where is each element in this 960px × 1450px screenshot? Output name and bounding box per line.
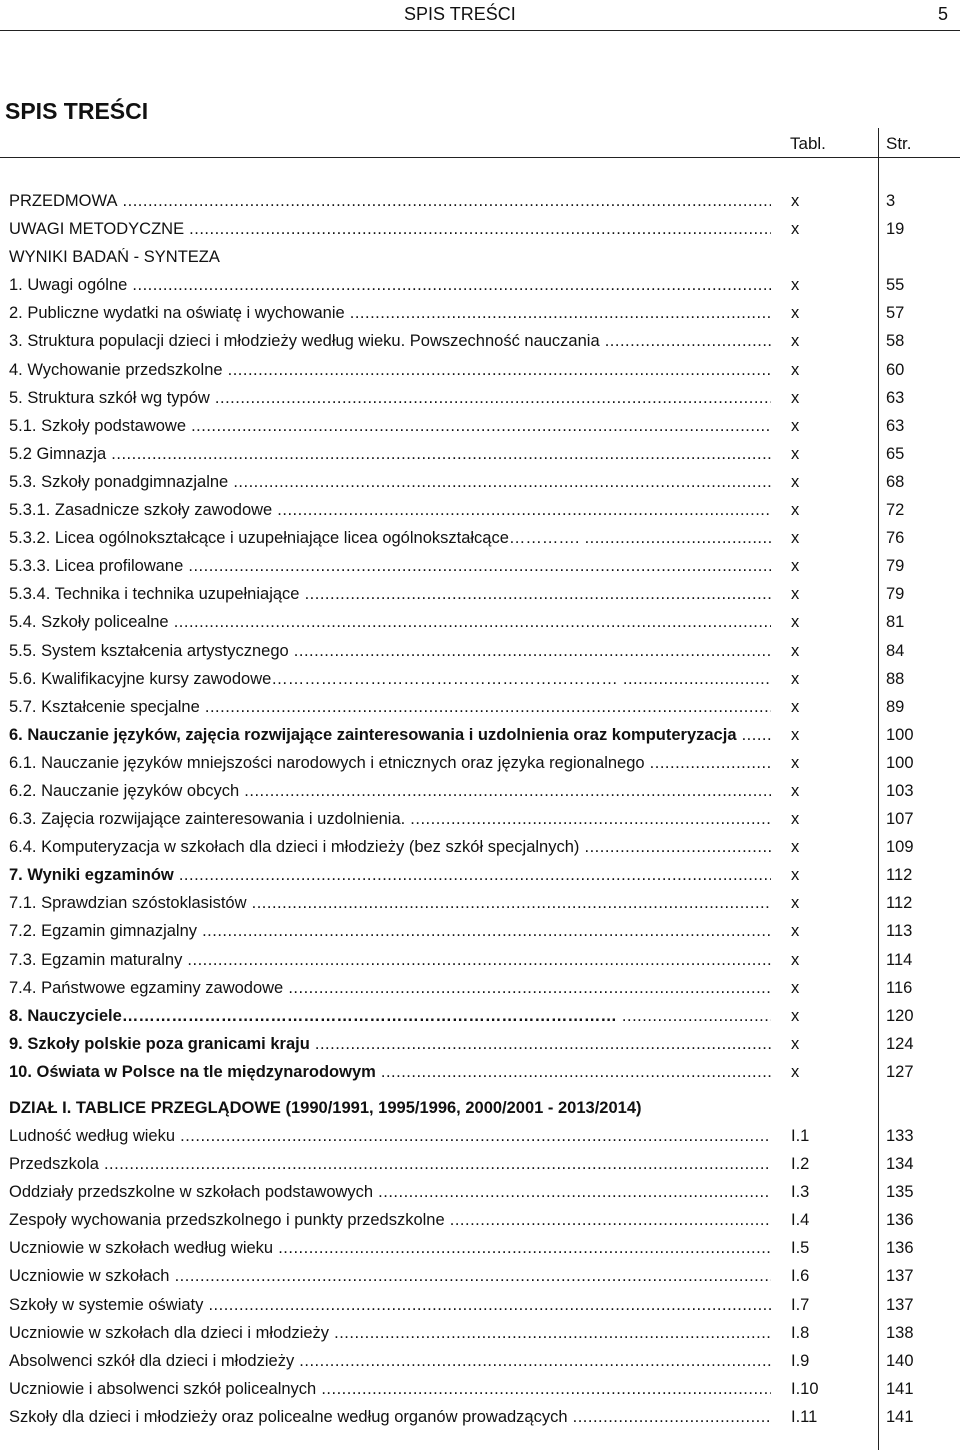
toc-entry[interactable] (0, 188, 960, 216)
toc-table-ref: x (791, 922, 800, 941)
toc-entry-label (9, 417, 771, 436)
toc-entry-label (9, 642, 771, 661)
section-heading[interactable] (0, 1087, 960, 1123)
toc-page-number: 127 (886, 1062, 914, 1081)
toc-entry[interactable] (0, 750, 960, 778)
toc-entry-label (9, 979, 771, 998)
toc-entry[interactable] (0, 553, 960, 581)
toc-table-ref: x (791, 276, 800, 295)
toc-entry-text: Uczniowie w szkołach dla dzieci i młodzieży (9, 1323, 330, 1342)
toc-table-ref: x (791, 444, 800, 463)
toc-entry[interactable] (0, 694, 960, 722)
toc-entry-label (9, 894, 771, 913)
toc-entry-label (9, 670, 771, 689)
toc-entry[interactable] (0, 638, 960, 666)
toc-entry-label (9, 1267, 771, 1286)
toc-entry[interactable] (0, 525, 960, 553)
toc-entry-label (9, 810, 771, 829)
toc-page-number: 3 (886, 192, 896, 210)
toc-entry-label (9, 1035, 771, 1054)
toc-entry-text: Przedszkola (9, 1155, 99, 1174)
toc-entry-text: 5.2 Gimnazja (9, 444, 107, 463)
toc-entry-text: 7.3. Egzamin maturalny (9, 950, 183, 969)
toc-entry-label (9, 613, 771, 632)
toc-page-number: 84 (886, 641, 905, 660)
toc-entry[interactable] (0, 1348, 960, 1376)
toc-entry-text: Absolwenci szkół dla dzieci i młodzieży (9, 1351, 295, 1370)
toc-entry[interactable] (0, 947, 960, 975)
toc-page-number: 107 (886, 810, 914, 829)
toc-table-ref: x (791, 978, 800, 997)
toc-entry-text: 7.2. Egzamin gimnazjalny (9, 922, 198, 941)
toc-table-ref: x (791, 641, 800, 660)
toc-page-number: 112 (886, 894, 913, 913)
toc-entry-label (9, 866, 771, 885)
toc-entry-label (9, 754, 771, 773)
toc-table-ref: I.4 (791, 1211, 810, 1230)
toc-entry-label (9, 557, 771, 576)
toc-entry-text: 9. Szkoły polskie poza granicami kraju (9, 1034, 310, 1053)
toc-table-ref: x (791, 1034, 800, 1053)
toc-entry-label (9, 248, 771, 267)
toc-table-ref: I.5 (791, 1239, 810, 1258)
toc-entry-label (9, 1211, 771, 1230)
toc-entry-text: Zespoły wychowania przedszkolnego i punkty przedszkolne (9, 1211, 445, 1230)
toc-entry-label (9, 1239, 771, 1258)
toc-page-number: 133 (886, 1127, 914, 1145)
toc-entry-label (9, 529, 771, 548)
toc-table-ref: x (791, 529, 800, 548)
toc-entry[interactable] (0, 778, 960, 806)
toc-page-number: 72 (886, 501, 905, 520)
toc-table-ref: x (791, 220, 800, 239)
toc-entry-label (9, 473, 771, 492)
toc-entry-label (9, 585, 771, 604)
toc-table-ref: I.7 (791, 1295, 810, 1314)
toc-table-ref: x (791, 585, 800, 604)
toc-page-number: 137 (886, 1295, 914, 1314)
toc-table-ref: x (791, 1062, 800, 1081)
page-header (0, 0, 960, 31)
toc-page-number: 89 (886, 697, 905, 716)
column-headers (0, 128, 960, 158)
toc-table-ref: I.3 (791, 1183, 810, 1202)
toc-entry-label (9, 1127, 771, 1146)
toc-entry-label (9, 1183, 771, 1202)
toc-entry-text: Ludność według wieku (9, 1127, 176, 1145)
toc-entry-text: 5.3.4. Technika i technika uzupełniające (9, 585, 300, 604)
toc-table-ref: I.9 (791, 1351, 810, 1370)
toc-entry-text: 5.3. Szkoły ponadgimnazjalne (9, 472, 229, 491)
toc-entry[interactable] (0, 609, 960, 637)
toc-entry-label (9, 1155, 771, 1174)
toc-page-number: 124 (886, 1034, 914, 1053)
running-title: SPIS TREŚCI (404, 4, 516, 24)
toc-entry[interactable] (0, 862, 960, 890)
toc-entry-text: 6.4. Komputeryzacja w szkołach dla dzieci i młodzieży (bez szkół specjalnych) (9, 838, 580, 857)
toc-page-number: 135 (886, 1183, 914, 1202)
toc-entry-label (9, 782, 771, 801)
toc-entry[interactable] (0, 722, 960, 750)
toc-entry-label (9, 1380, 771, 1399)
toc-page-number: 134 (886, 1155, 914, 1174)
toc-entry-text: 5.3.1. Zasadnicze szkoły zawodowe (9, 501, 273, 520)
toc-page-number: 112 (886, 866, 913, 885)
toc-page-number: 79 (886, 585, 905, 604)
toc-page-number: 100 (886, 725, 914, 744)
toc-entry-text: 5.4. Szkoły policealne (9, 613, 169, 632)
toc-entry[interactable] (0, 1059, 960, 1087)
toc-entry[interactable] (0, 385, 960, 413)
toc-table-ref: x (791, 388, 800, 407)
toc-page-number: 60 (886, 360, 905, 379)
toc-entry-text: 1. Uwagi ogólne (9, 276, 128, 295)
toc-entry-label (9, 726, 771, 745)
toc-entry-text: Uczniowie w szkołach według wieku (9, 1239, 274, 1258)
toc-entry-text: Szkoły w systemie oświaty (9, 1295, 204, 1314)
toc-entry[interactable] (0, 216, 960, 244)
toc-entry-label (9, 1324, 771, 1343)
toc-entry[interactable] (0, 1292, 960, 1320)
toc-page-number: 140 (886, 1351, 914, 1370)
toc-table-ref: x (791, 866, 800, 885)
toc-entry-text: Uczniowie w szkołach (9, 1267, 170, 1286)
toc-page-number: 58 (886, 332, 905, 351)
toc-table-ref: x (791, 725, 800, 744)
toc-table-ref: x (791, 950, 800, 969)
table-of-contents (0, 188, 960, 1432)
toc-page-number: 57 (886, 304, 905, 323)
toc-entry[interactable] (0, 666, 960, 694)
toc-entry[interactable] (0, 1151, 960, 1179)
toc-entry-text: 5.3.3. Licea profilowane (9, 557, 184, 576)
toc-entry-label (9, 445, 771, 464)
toc-entry-label (9, 361, 771, 380)
toc-entry[interactable] (0, 975, 960, 1003)
toc-entry-text: 6.2. Nauczanie języków obcych (9, 781, 240, 800)
toc-page-number: 79 (886, 557, 905, 576)
toc-entry[interactable] (0, 357, 960, 385)
column-header-page: Str. (886, 134, 912, 153)
toc-entry-text: Szkoły dla dzieci i młodzieży oraz policealne według organów prowadzących (9, 1407, 568, 1426)
toc-entry-text: 3. Struktura populacji dzieci i młodzieży według wieku. Powszechność nauczania (9, 332, 600, 351)
toc-entry[interactable] (0, 1263, 960, 1291)
toc-entry[interactable] (0, 1003, 960, 1031)
toc-entry[interactable] (0, 497, 960, 525)
toc-entry-text: 6. Nauczanie języków, zajęcia rozwijające zainteresowania i uzdolnienia oraz komputeryzacja (9, 725, 737, 744)
toc-page-number: 141 (886, 1407, 914, 1426)
toc-table-ref: I.6 (791, 1267, 810, 1286)
toc-entry-label (9, 1352, 771, 1371)
toc-page-number: 114 (886, 950, 913, 969)
toc-entry-text: 5.3.2. Licea ogólnokształcące i uzupełniające licea ogólnokształcące…………. (9, 529, 580, 548)
toc-entry-text: 8. Nauczyciele……………………………………………………………………………… (9, 1006, 617, 1025)
toc-table-ref: x (791, 753, 800, 772)
toc-entry[interactable] (0, 1179, 960, 1207)
toc-table-ref: I.8 (791, 1323, 810, 1342)
toc-entry-label (9, 192, 771, 211)
toc-table-ref: I.2 (791, 1155, 810, 1174)
toc-table-ref: x (791, 613, 800, 632)
toc-entry[interactable] (0, 272, 960, 300)
toc-page-number: 63 (886, 388, 905, 407)
toc-entry-label (9, 1007, 771, 1026)
toc-page-number: 103 (886, 781, 914, 800)
toc-entry[interactable] (0, 581, 960, 609)
toc-table-ref: x (791, 332, 800, 351)
toc-table-ref: x (791, 697, 800, 716)
toc-entry[interactable] (0, 300, 960, 328)
toc-entry-text: Oddziały przedszkolne w szkołach podstawowych (9, 1183, 374, 1202)
toc-entry[interactable] (0, 1376, 960, 1404)
toc-page-number: 138 (886, 1323, 914, 1342)
toc-entry-text: UWAGI METODYCZNE (9, 220, 185, 239)
toc-entry-label (9, 951, 771, 970)
column-header-table: Tabl. (790, 134, 826, 153)
toc-table-ref: x (791, 360, 800, 379)
toc-page-number: 109 (886, 838, 914, 857)
toc-table-ref: x (791, 781, 800, 800)
toc-entry-label (9, 389, 771, 408)
toc-entry-text: 10. Oświata w Polsce na tle międzynarodowym (9, 1062, 376, 1081)
toc-entry[interactable] (0, 834, 960, 862)
toc-table-ref: x (791, 1006, 800, 1025)
toc-table-ref: x (791, 838, 800, 857)
toc-entry-label (9, 276, 771, 295)
toc-entry-text: 7.4. Państwowe egzaminy zawodowe (9, 978, 284, 997)
toc-entry[interactable] (0, 441, 960, 469)
toc-entry[interactable] (0, 244, 960, 272)
toc-entry-text: 6.1. Nauczanie języków mniejszości narodowych i etnicznych oraz języka regionalnego (9, 753, 645, 772)
toc-page-number: 88 (886, 669, 905, 688)
toc-page-number: 120 (886, 1006, 914, 1025)
toc-entry[interactable] (0, 890, 960, 918)
toc-entry[interactable] (0, 1123, 960, 1151)
toc-entry-label (9, 304, 771, 323)
toc-entry[interactable] (0, 469, 960, 497)
toc-entry-text: 5.7. Kształcenie specjalne (9, 697, 200, 716)
toc-page-number: 19 (886, 220, 905, 239)
toc-entry[interactable] (0, 1404, 960, 1432)
toc-entry-label (9, 1063, 771, 1082)
toc-entry-text: 6.3. Zajęcia rozwijające zainteresowania i uzdolnienia. (9, 810, 406, 829)
toc-table-ref: x (791, 669, 800, 688)
toc-entry-label (9, 501, 771, 520)
toc-entry-text: 4. Wychowanie przedszkolne (9, 360, 223, 379)
toc-page-number: 55 (886, 276, 905, 295)
toc-entry-label (9, 922, 771, 941)
toc-entry-label (9, 838, 771, 857)
toc-table-ref: x (791, 192, 800, 210)
toc-entry-text: 5.6. Kwalifikacyjne kursy zawodowe……………………………………………………… (9, 669, 618, 688)
toc-entry-text: 7.1. Sprawdzian szóstoklasistów (9, 894, 247, 913)
toc-table-ref: x (791, 894, 800, 913)
toc-page-number: 141 (886, 1379, 914, 1398)
toc-table-ref: x (791, 557, 800, 576)
toc-entry-label (9, 698, 771, 717)
toc-table-ref: I.1 (791, 1127, 810, 1145)
toc-entry-text: 5.5. System kształcenia artystycznego (9, 641, 289, 660)
toc-page-number: 68 (886, 472, 905, 491)
toc-table-ref: x (791, 416, 800, 435)
toc-entry-label (9, 220, 771, 239)
toc-page-number: 136 (886, 1211, 914, 1230)
toc-entry-label (9, 1099, 771, 1118)
toc-table-ref: x (791, 304, 800, 323)
toc-entry-text: 5.1. Szkoły podstawowe (9, 416, 187, 435)
toc-entry[interactable] (0, 328, 960, 356)
page-title: SPIS TREŚCI (5, 98, 149, 124)
toc-table-ref: x (791, 472, 800, 491)
toc-page-number: 81 (886, 613, 905, 632)
toc-entry[interactable] (0, 1031, 960, 1059)
toc-table-ref: I.11 (791, 1407, 818, 1426)
toc-entry-text: PRZEDMOWA (9, 192, 118, 210)
toc-entry-text: WYNIKI BADAŃ - SYNTEZA (9, 248, 220, 267)
toc-entry-text: 2. Publiczne wydatki na oświatę i wychowanie (9, 304, 345, 323)
toc-entry-text: DZIAŁ I. TABLICE PRZEGLĄDOWE (1990/1991, 1995/1996, 2000/2001 - 2013/2014) (9, 1099, 642, 1117)
toc-page-number: 137 (886, 1267, 914, 1286)
toc-entry[interactable] (0, 1320, 960, 1348)
toc-page-number: 76 (886, 529, 905, 548)
toc-page-number: 113 (886, 922, 913, 941)
toc-entry-label (9, 332, 771, 351)
toc-entry[interactable] (0, 413, 960, 441)
toc-entry[interactable] (0, 918, 960, 946)
toc-table-ref: x (791, 810, 800, 829)
toc-table-ref: I.10 (791, 1379, 819, 1398)
toc-entry[interactable] (0, 1235, 960, 1263)
toc-entry-text: 5. Struktura szkół wg typów (9, 388, 210, 407)
toc-page-number: 65 (886, 444, 905, 463)
toc-page-number: 136 (886, 1239, 914, 1258)
toc-page-number: 116 (886, 978, 913, 997)
page-number: 5 (938, 4, 949, 24)
toc-entry-text: 7. Wyniki egzaminów (9, 866, 174, 885)
toc-page-number: 63 (886, 416, 905, 435)
toc-entry[interactable] (0, 806, 960, 834)
toc-entry-label (9, 1408, 771, 1427)
toc-entry-text: Uczniowie i absolwenci szkół policealnych (9, 1379, 317, 1398)
toc-table-ref: x (791, 501, 800, 520)
toc-entry[interactable] (0, 1207, 960, 1235)
toc-page-number: 100 (886, 753, 914, 772)
toc-entry-label (9, 1296, 771, 1315)
